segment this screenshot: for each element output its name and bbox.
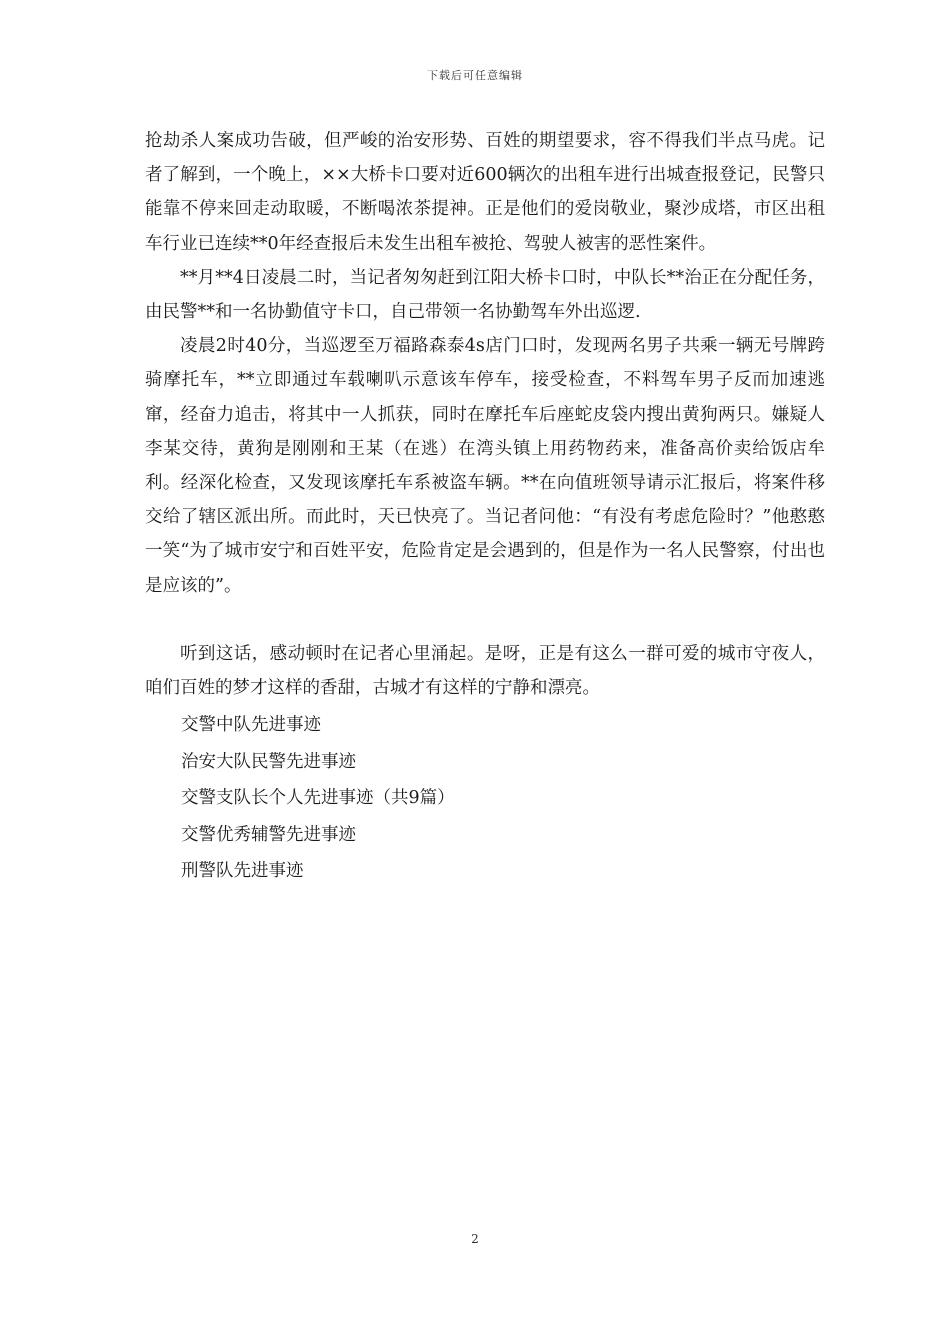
related-link-3[interactable]: 交警支队长个人先进事迹（共9篇） <box>181 788 455 809</box>
paragraph-2: **月**4日凌晨二时，当记者匆匆赶到江阳大桥卡口时，中队长**治正在分配任务，由民警**和一名协勤值守卡口，自己带领一名协勤驾车外出巡逻. <box>145 267 825 323</box>
related-link-1[interactable]: 交警中队先进事迹 <box>181 715 321 736</box>
document-body <box>145 124 825 890</box>
related-link-2[interactable]: 治安大队民警先进事迹 <box>181 751 356 772</box>
paragraph-4: 听到这话，感动顿时在记者心里涌起。是呀，正是有这么一群可爱的城市守夜人，咱们百姓的梦才这样的香甜，古城才有这样的宁静和漂亮。 <box>145 643 825 699</box>
related-links-list <box>145 707 825 890</box>
paragraph-1: 抢劫杀人案成功告破，但严峻的治安形势、百姓的期望要求，容不得我们半点马虎。记者了解到，一个晚上，××大桥卡口要对近600辆次的出租车进行出城查报登记，民警只能靠不停来回走动取暖，不断喝浓茶提神。正是他们的爱岗敬业，聚沙成塔，市区出租车行业已连续**0年经查报后未发生出租车被抢、驾驶人被害的恶性案件。 <box>145 131 825 254</box>
page-header: 下载后可任意编辑 <box>427 69 523 82</box>
related-link-4[interactable]: 交警优秀辅警先进事迹 <box>181 824 356 845</box>
page-number: 2 <box>471 1232 479 1246</box>
related-link-5[interactable]: 刑警队先进事迹 <box>181 861 304 882</box>
paragraph-3: 凌晨2时40分，当巡逻至万福路森泰4s店门口时，发现两名男子共乘一辆无号牌跨骑摩托车，**立即通过车载喇叭示意该车停车，接受检查，不料驾车男子反而加速逃窜，经奋力追击，将其中一人抓获，同时在摩托车后座蛇皮袋内搜出黄狗两只。嫌疑人李某交待，黄狗是刚刚和王某（在逃）在湾头镇上用药物药来，准备高价卖给饭店牟利。经深化检查，又发现该摩托车系被盗车辆。**在向值班领导请示汇报后，将案件移交给了辖区派出所。而此时，天已快亮了。当记者问他：“有没有考虑危险时？”他憨憨一笑“为了城市安宁和百姓平安，危险肯定是会遇到的，但是作为一名人民警察，付出也是应该的”。 <box>145 336 825 596</box>
